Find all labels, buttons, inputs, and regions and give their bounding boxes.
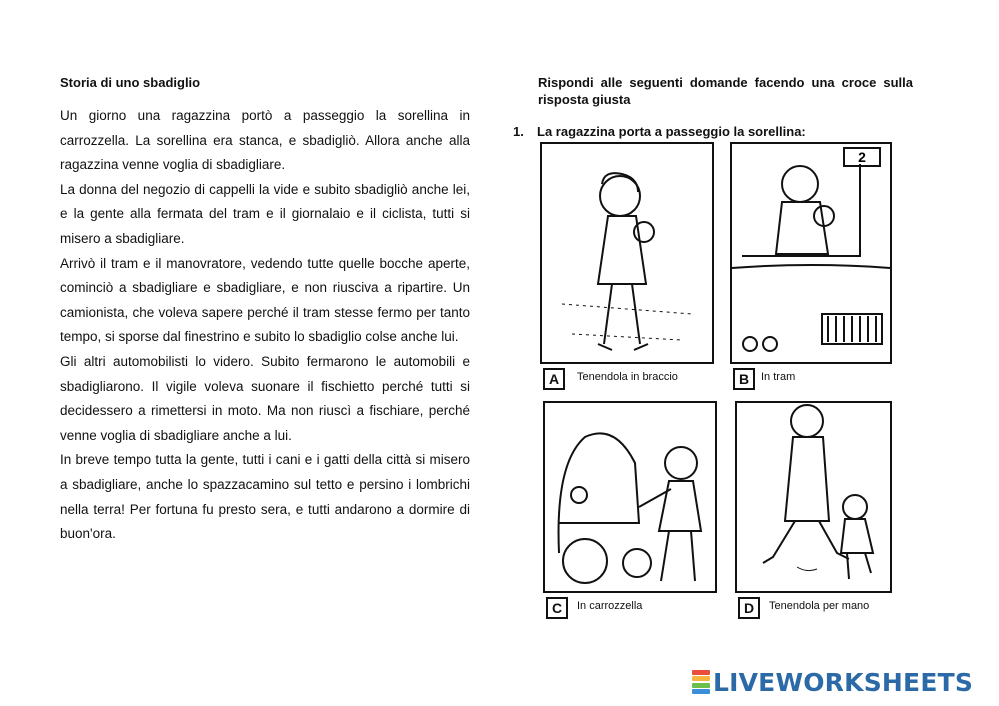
holding-hand-illustration bbox=[737, 403, 890, 591]
option-letter-d: D bbox=[738, 597, 760, 619]
question-1 bbox=[513, 124, 806, 139]
tram-number: 2 bbox=[858, 149, 866, 165]
story-paragraph: Gli altri automobilisti lo videro. Subito fermarono le automobili e sbadigliarono. Il vigile voleva suonare il fischietto perché tutti si decidessero a rimettersi in moto. Ma non riuscì a fischiare, perché venne voglia di sbadigliare anche a lui. bbox=[60, 353, 470, 443]
tram-illustration bbox=[732, 144, 890, 362]
answer-option-d[interactable]: Tenendola per mano bbox=[765, 597, 889, 615]
logo-icon-bar bbox=[692, 676, 710, 681]
logo-icon bbox=[692, 670, 710, 694]
question-text: La ragazzina porta a passeggio la sorellina: bbox=[537, 124, 806, 139]
illustration-c bbox=[543, 401, 717, 593]
illustration-b bbox=[730, 142, 892, 364]
stroller-illustration bbox=[545, 403, 715, 591]
story-title: Storia di uno sbadiglio bbox=[60, 75, 201, 90]
illustration-d bbox=[735, 401, 892, 593]
answer-option-b[interactable]: In tram bbox=[757, 368, 828, 386]
option-letter-c: C bbox=[546, 597, 568, 619]
story-text bbox=[60, 104, 470, 547]
liveworksheets-logo bbox=[692, 667, 973, 697]
logo-icon-bar bbox=[692, 689, 710, 694]
option-letter-a: A bbox=[543, 368, 565, 390]
logo-icon-bar bbox=[692, 670, 710, 675]
story-paragraph: La donna del negozio di cappelli la vide e subito sbadigliò anche lei, e la gente alla fermata del tram e il giornalaio e il ciclista, tutti si misero a sbadigliare. bbox=[60, 181, 470, 246]
answer-option-c[interactable]: In carrozzella bbox=[573, 597, 677, 615]
story-paragraph: In breve tempo tutta la gente, tutti i cani e i gatti della città si misero a sbadigliare, anche lo spazzacamino sul tetto e persino i lombrichi nella terra! Per fortuna fu presto sera, e tutti andarono a dormire di buon'ora. bbox=[60, 452, 470, 542]
quiz-instruction: Rispondi alle seguenti domande facendo una croce sulla risposta giusta bbox=[538, 75, 913, 107]
illustration-a bbox=[540, 142, 714, 364]
girl-holding-baby-illustration bbox=[542, 144, 712, 362]
story-paragraph: Un giorno una ragazzina portò a passeggio la sorellina in carrozzella. La sorellina era stanca, e sbadigliò. Allora anche alla ragazzina venne voglia di sbadigliare. bbox=[60, 108, 470, 173]
story-paragraph: Arrivò il tram e il manovratore, vedendo tutte quelle bocche aperte, cominciò a sbadigliare e sbadigliare, e non riusciva a ripartire. Un camionista, che voleva sapere perché il tram stesse fermo per tanto tempo, si sporse dal finestrino e subito lo sbadiglio colse anche lui. bbox=[60, 255, 470, 345]
answer-option-a[interactable]: Tenendola in braccio bbox=[573, 368, 704, 386]
question-number: 1. bbox=[513, 124, 524, 139]
logo-icon-bar bbox=[692, 683, 710, 688]
option-letter-b: B bbox=[733, 368, 755, 390]
logo-text: LIVEWORKSHEETS bbox=[713, 667, 974, 697]
